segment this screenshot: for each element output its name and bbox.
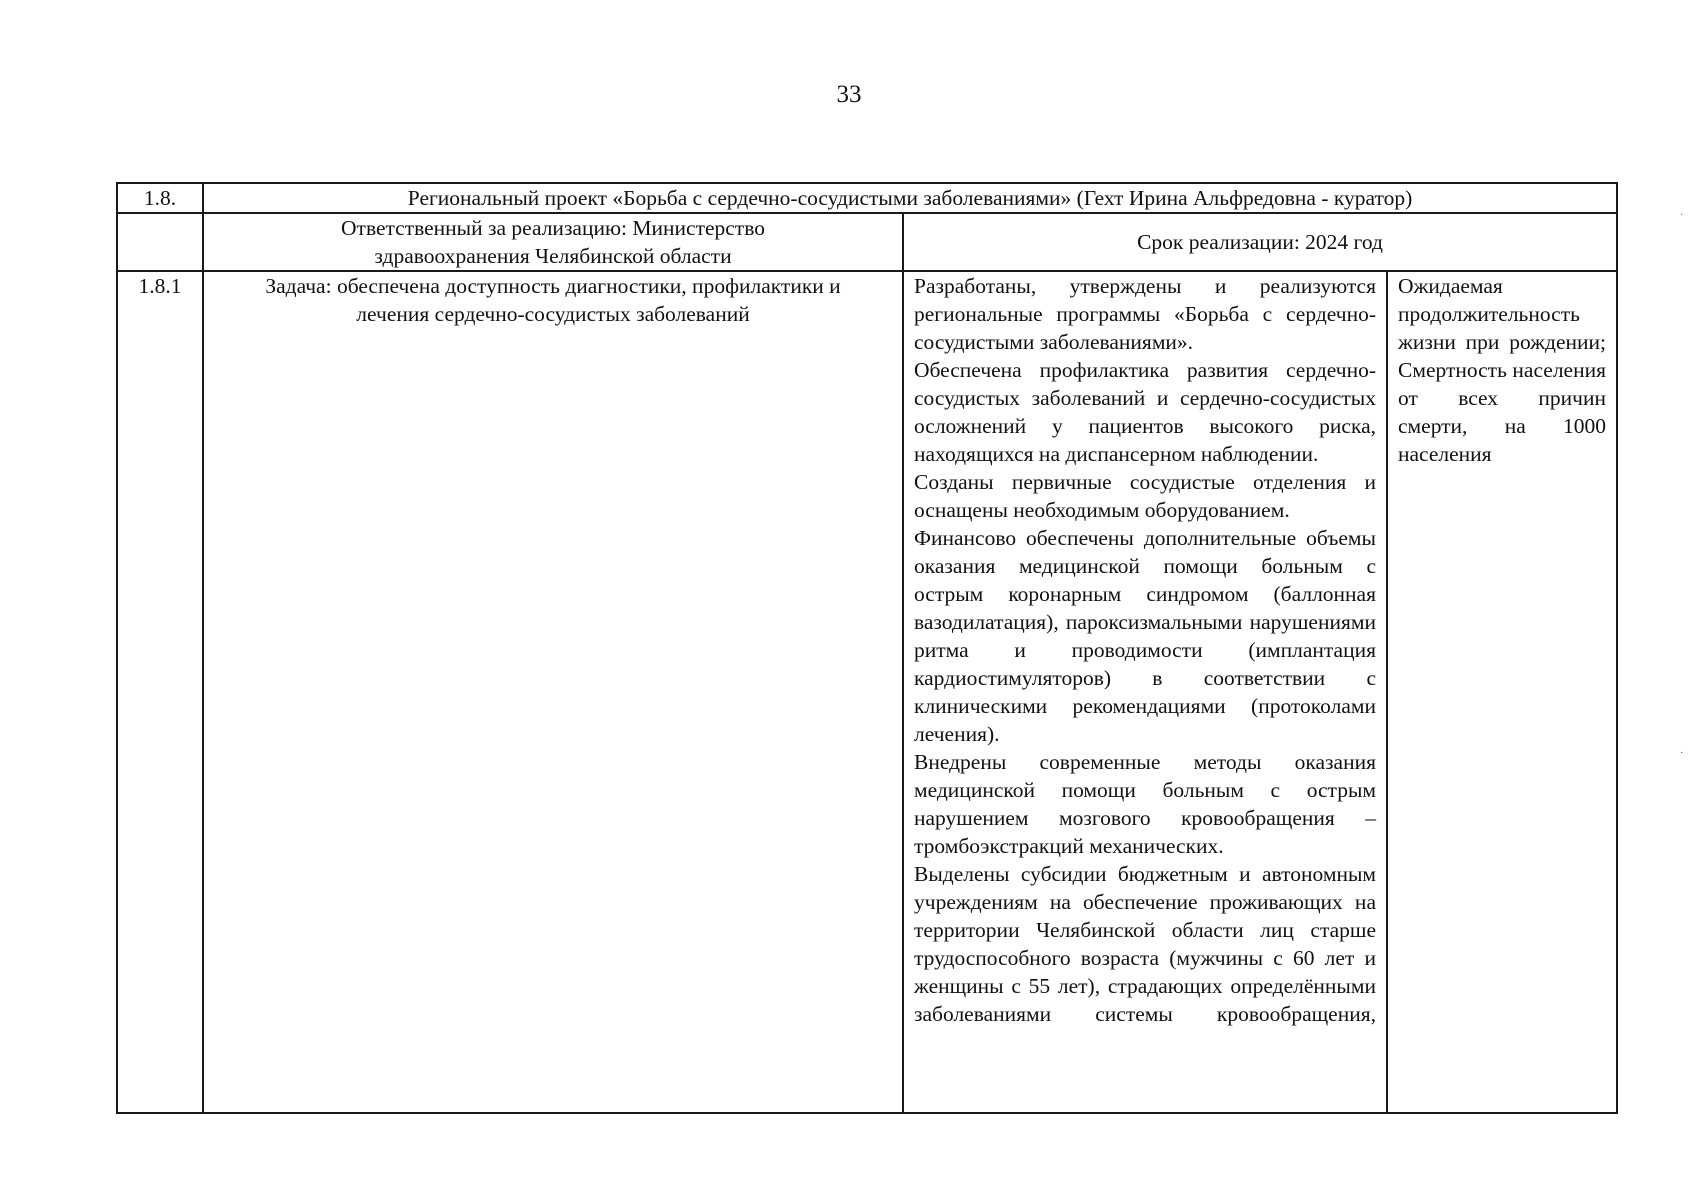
scan-mark: · — [1680, 210, 1684, 221]
task-row — [117, 271, 1617, 1113]
project-title: Региональный проект «Борьба с сердечно-сосудистыми заболеваниями» (Гехт Ирина Альфредовна - куратор) — [203, 183, 1617, 213]
indicators-text: Ожидаемая продолжительность жизни при рождении; Смертность населения от всех причин смерти, на 1000 населения — [1398, 274, 1606, 466]
task-text: Задача: обеспечена доступность диагностики, профилактики и лечения сердечно-сосудистых заболеваний — [265, 274, 841, 326]
responsible-text: Ответственный за реализацию: Министерство здравоохранения Челябинской области — [341, 216, 765, 268]
responsible-number-cell — [117, 213, 203, 271]
result-paragraph: Разработаны, утверждены и реализуются региональные программы «Борьба с сердечно-сосудистыми заболеваниями». — [914, 274, 1376, 354]
program-table — [116, 182, 1618, 1114]
result-paragraph: Выделены субсидии бюджетным и автономным учреждениям на обеспечение проживающих на территории Челябинской области лиц старше трудоспособного возраста (мужчины с 60 лет и женщины с 55 лет), страдающих определёнными заболеваниями системы кровообращения, — [914, 862, 1376, 1026]
results-cell — [903, 271, 1387, 1113]
responsible-cell — [203, 213, 903, 271]
result-paragraph: Обеспечена профилактика развития сердечно-сосудистых заболеваний и сердечно-сосудистых осложнений у пациентов высокого риска, находящихся на диспансерном наблюдении. — [914, 358, 1376, 466]
project-number: 1.8. — [117, 183, 203, 213]
result-paragraph: Финансово обеспечены дополнительные объемы оказания медицинской помощи больным с острым коронарным синдромом (баллонная вазодилатация), пароксизмальными нарушениями ритма и проводимости (имплантация кардиостимуляторов) в соответствии с клиническими рекомендациями (протоколами лечения). — [914, 526, 1376, 746]
indicators-cell — [1387, 271, 1617, 1113]
task-cell — [203, 271, 903, 1113]
deadline-cell: Срок реализации: 2024 год — [903, 213, 1617, 271]
task-number: 1.8.1 — [117, 271, 203, 1113]
responsible-row — [117, 213, 1617, 271]
page-number: 33 — [836, 81, 862, 108]
result-paragraph: Внедрены современные методы оказания медицинской помощи больным с острым нарушением мозгового кровообращения – тромбоэкстракций механических. — [914, 750, 1376, 858]
result-paragraph: Созданы первичные сосудистые отделения и оснащены необходимым оборудованием. — [914, 470, 1376, 522]
project-row — [117, 183, 1617, 213]
scan-mark: · — [1680, 748, 1684, 759]
